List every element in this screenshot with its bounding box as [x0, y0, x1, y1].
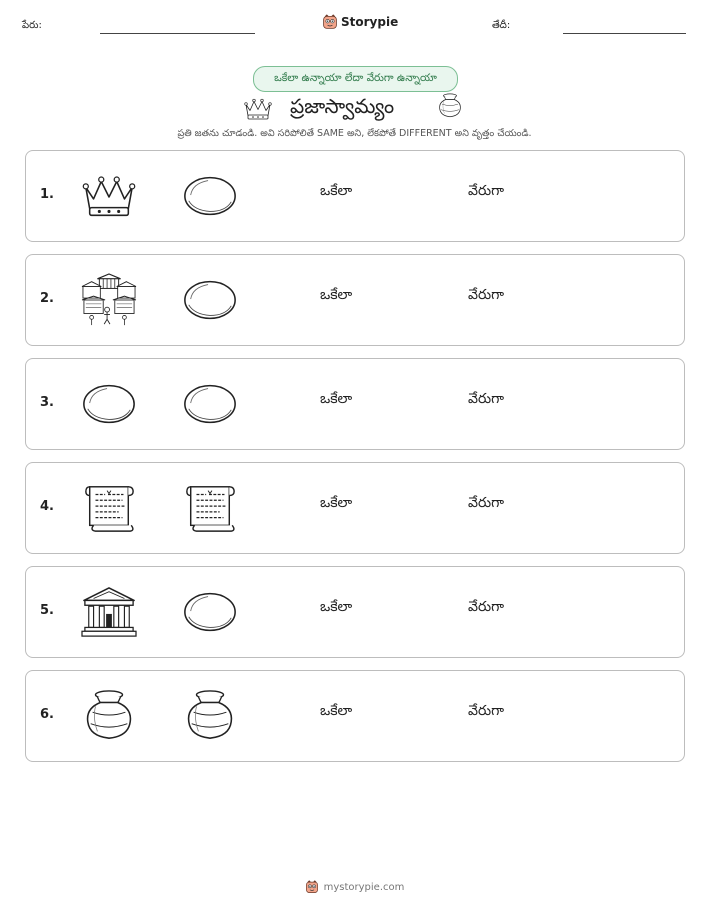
- brand-name: Storypie: [341, 15, 399, 29]
- scroll-icon: [80, 481, 138, 535]
- title-row: [0, 92, 709, 126]
- different-option[interactable]: వేరుగా: [468, 703, 504, 719]
- question-row: [25, 150, 685, 242]
- question-row: [25, 254, 685, 346]
- crown-icon: [80, 169, 138, 223]
- pot-icon: [436, 92, 464, 120]
- stone-icon: [80, 377, 138, 431]
- stone-icon: [181, 377, 239, 431]
- question-number: 5.: [40, 603, 54, 618]
- different-option[interactable]: వేరుగా: [468, 183, 504, 199]
- same-option[interactable]: ఒకేలా: [320, 391, 353, 407]
- question-row: [25, 566, 685, 658]
- same-option[interactable]: ఒకేలా: [320, 703, 353, 719]
- worksheet-header: [0, 14, 709, 40]
- question-number: 4.: [40, 499, 54, 514]
- same-option[interactable]: ఒకేలా: [320, 183, 353, 199]
- question-row: [25, 358, 685, 450]
- same-option[interactable]: ఒకేలా: [320, 495, 353, 511]
- different-option[interactable]: వేరుగా: [468, 599, 504, 615]
- crown-icon: [243, 96, 273, 122]
- page-title: ప్రజాస్వామ్యం: [290, 94, 395, 118]
- brand-logo: [322, 14, 398, 30]
- pot-icon: [80, 689, 138, 743]
- same-option[interactable]: ఒకేలా: [320, 287, 353, 303]
- same-option[interactable]: ఒకేలా: [320, 599, 353, 615]
- different-option[interactable]: వేరుగా: [468, 287, 504, 303]
- name-line[interactable]: [100, 33, 255, 34]
- question-number: 1.: [40, 187, 54, 202]
- temple-icon: [80, 585, 138, 639]
- question-number: 2.: [40, 291, 54, 306]
- storypie-mascot-icon: [322, 14, 338, 30]
- question-number: 3.: [40, 395, 54, 410]
- instructions: ప్రతి జతను చూడండి. అవి సరిపోలితే SAME అని, లేకపోతే DIFFERENT అని వృత్తం చేయండి.: [177, 128, 532, 139]
- subtitle-pill: ఒకేలా ఉన్నాయా లేదా వేరుగా ఉన్నాయా: [253, 66, 458, 92]
- different-option[interactable]: వేరుగా: [468, 495, 504, 511]
- footer: [0, 880, 709, 894]
- question-row: [25, 462, 685, 554]
- name-label: పేరు:: [22, 20, 42, 31]
- stone-icon: [181, 169, 239, 223]
- marketplace-icon: [80, 273, 138, 327]
- date-label: తేదీ:: [492, 20, 511, 31]
- pot-icon: [181, 689, 239, 743]
- stone-icon: [181, 273, 239, 327]
- date-line[interactable]: [563, 33, 686, 34]
- storypie-mascot-icon: [305, 880, 319, 894]
- scroll-icon: [181, 481, 239, 535]
- question-row: [25, 670, 685, 762]
- question-number: 6.: [40, 707, 54, 722]
- footer-site[interactable]: mystorypie.com: [323, 881, 405, 893]
- stone-icon: [181, 585, 239, 639]
- different-option[interactable]: వేరుగా: [468, 391, 504, 407]
